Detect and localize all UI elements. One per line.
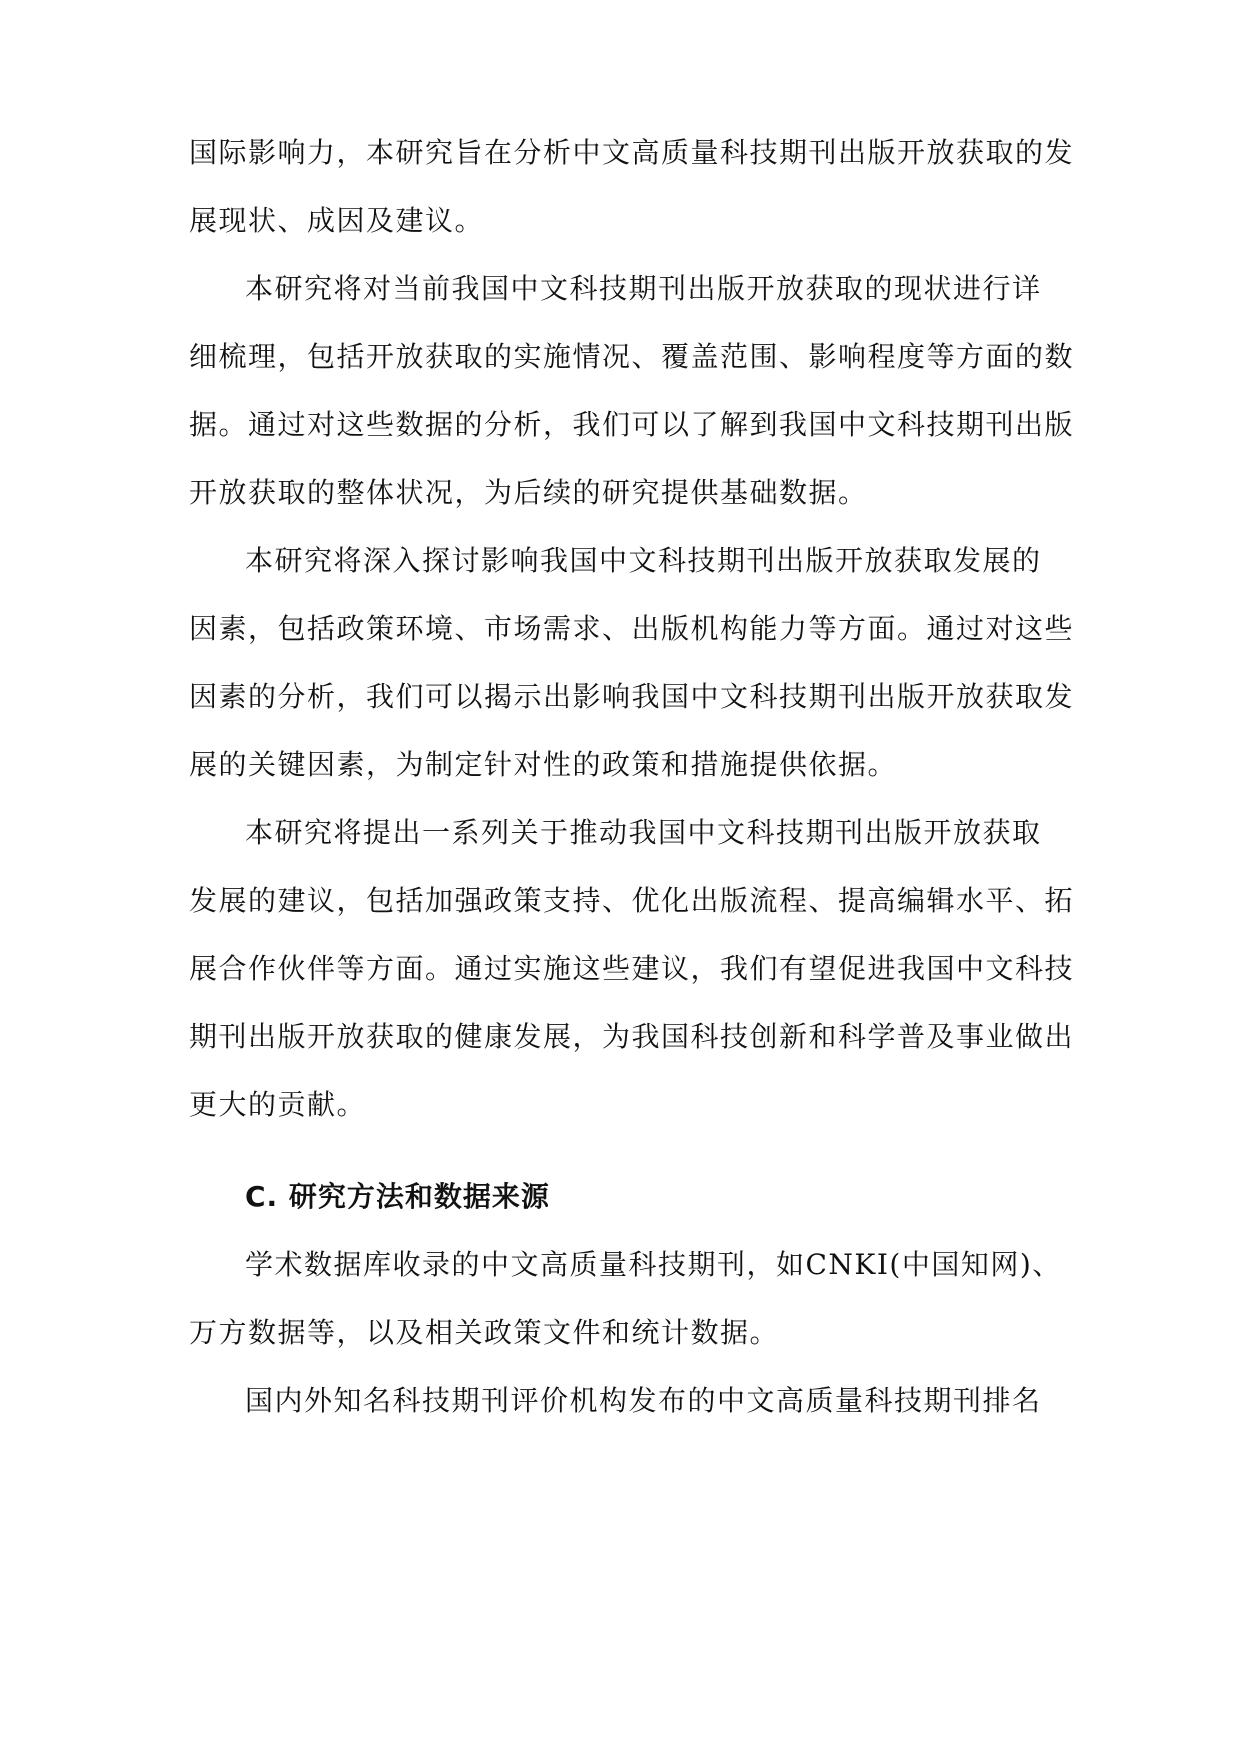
text-line: 展的关键因素，为制定针对性的政策和措施提供依据。	[189, 748, 898, 781]
text-line: 更大的贡献。	[189, 1088, 367, 1121]
text-line: 开放获取的整体状况，为后续的研究提供基础数据。	[189, 476, 868, 509]
text-line: 发展的建议，包括加强政策支持、优化出版流程、提高编辑水平、拓	[189, 884, 1075, 917]
text-line: 因素的分析，我们可以揭示出影响我国中文科技期刊出版开放获取发	[189, 680, 1075, 713]
text-line: 因素，包括政策环境、市场需求、出版机构能力等方面。通过对这些	[189, 612, 1075, 645]
text-line: 国内外知名科技期刊评价机构发布的中文高质量科技期刊排名	[245, 1384, 1042, 1417]
text-line: 学术数据库收录的中文高质量科技期刊，如CNKI(中国知网)、	[245, 1248, 1062, 1281]
text-line: 期刊出版开放获取的健康发展，为我国科技创新和科学普及事业做出	[189, 1020, 1075, 1053]
text-line: 据。通过对这些数据的分析，我们可以了解到我国中文科技期刊出版	[189, 408, 1075, 441]
text-line: 细梳理，包括开放获取的实施情况、覆盖范围、影响程度等方面的数	[189, 340, 1075, 373]
text-line: 本研究将提出一系列关于推动我国中文科技期刊出版开放获取	[245, 816, 1042, 849]
text-line: 本研究将深入探讨影响我国中文科技期刊出版开放获取发展的	[245, 544, 1042, 577]
text-line: 展现状、成因及建议。	[189, 204, 485, 237]
text-line: 本研究将对当前我国中文科技期刊出版开放获取的现状进行详	[245, 272, 1042, 305]
section-heading: C. 研究方法和数据来源	[245, 1180, 550, 1213]
text-line: 展合作伙伴等方面。通过实施这些建议，我们有望促进我国中文科技	[189, 952, 1075, 985]
text-line: 国际影响力，本研究旨在分析中文高质量科技期刊出版开放获取的发	[189, 136, 1075, 169]
text-line: 万方数据等，以及相关政策文件和统计数据。	[189, 1316, 780, 1349]
